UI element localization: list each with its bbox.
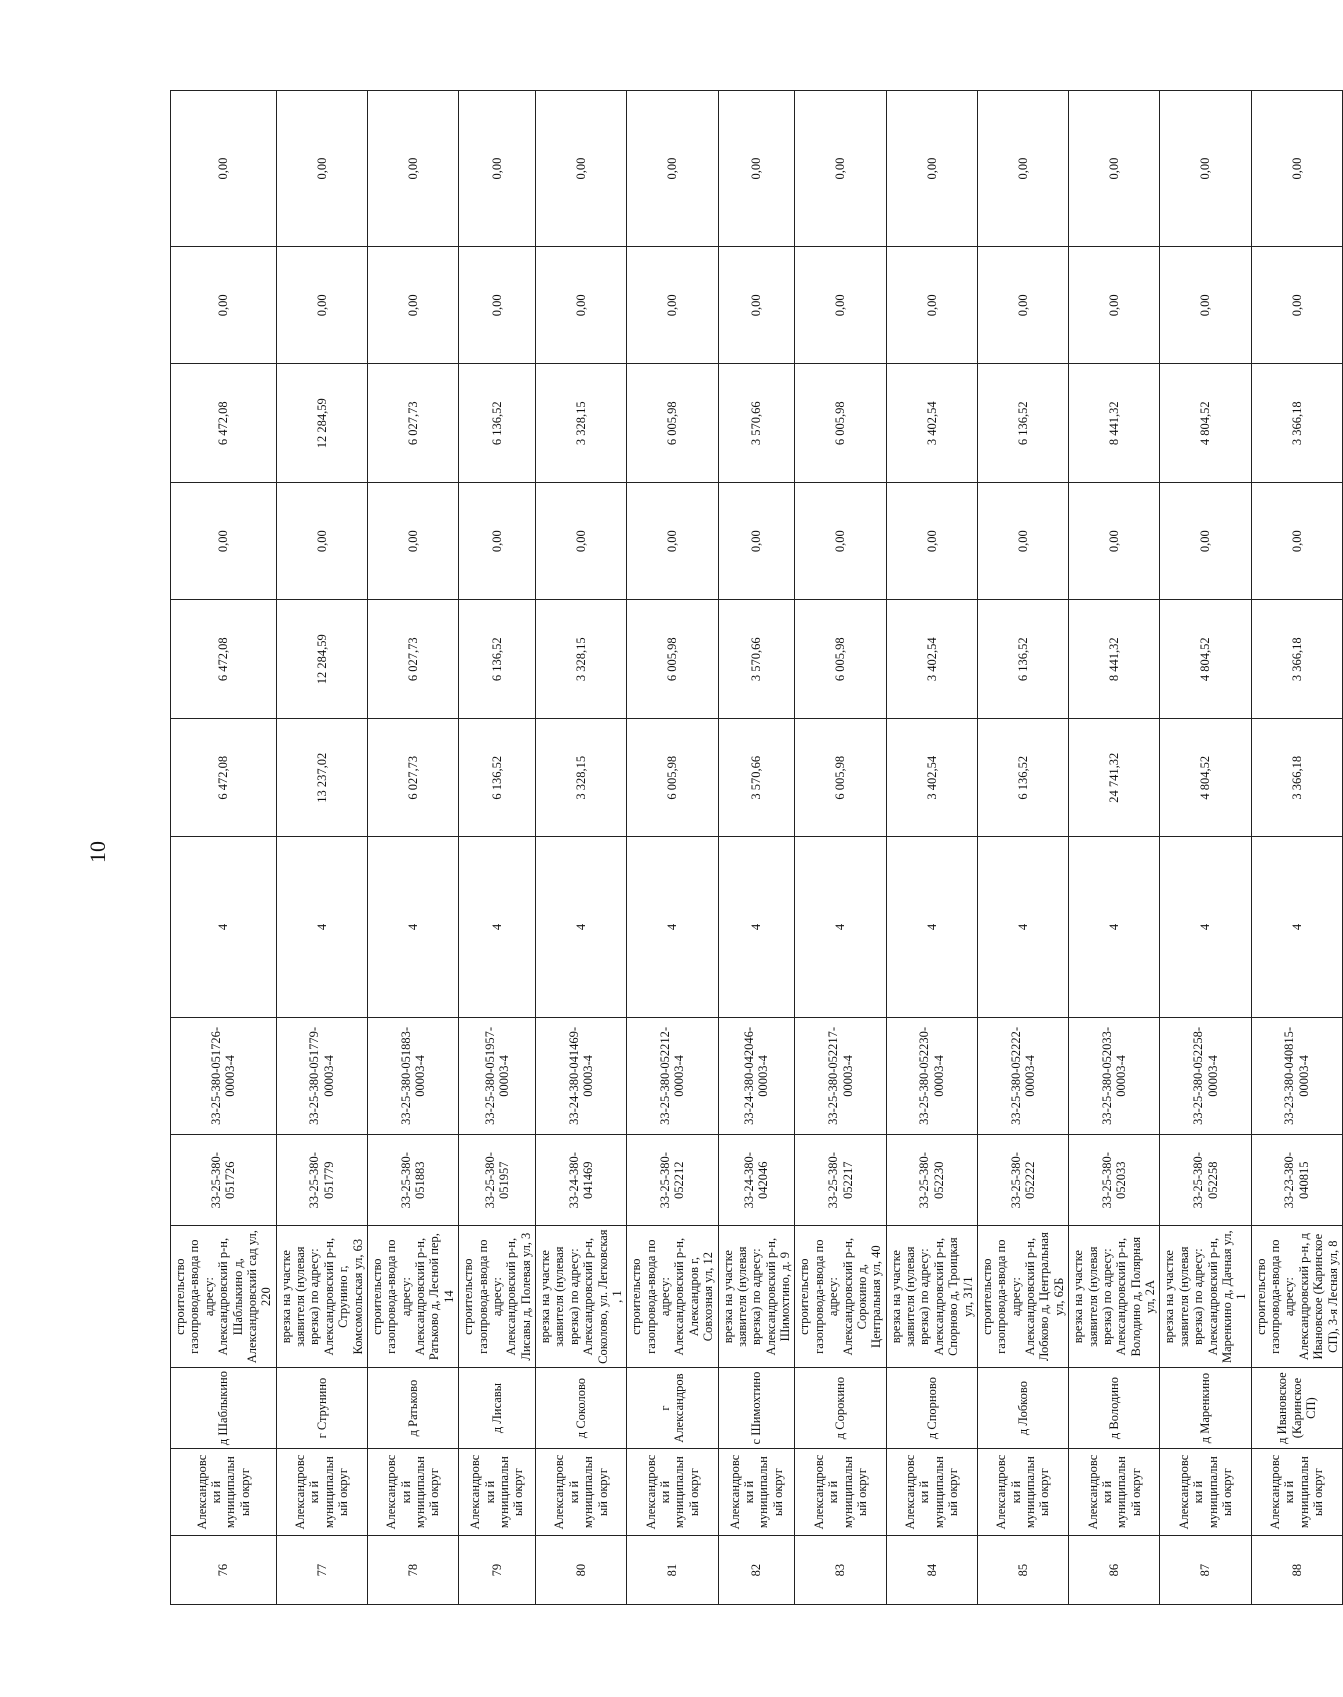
category-cell: 4 <box>367 837 458 1017</box>
district-cell: Александровски й муниципальный округ <box>977 1449 1068 1536</box>
code-full-cell: 33-25-380-052212-00003-4 <box>627 1017 718 1134</box>
description-cell: строительство газопровода-ввода по адресу: Александровский р-н, Лобково д, Центральная ул, 62Б <box>977 1226 1068 1368</box>
row-number: 81 <box>627 1536 718 1605</box>
rotated-table-frame <box>170 90 1340 1605</box>
row-number: 78 <box>367 1536 458 1605</box>
value-4-cell: 4 804,52 <box>1160 364 1251 482</box>
value-2-cell: 6 005,98 <box>627 600 718 718</box>
code-short-cell: 33-25-380-052230 <box>886 1135 977 1226</box>
row-number: 76 <box>171 1536 277 1605</box>
value-5-cell: 0,00 <box>459 247 536 364</box>
value-4-cell: 6 005,98 <box>627 364 718 482</box>
code-full-cell: 33-25-380-051726-00003-4 <box>171 1017 277 1134</box>
locality-cell: д Ивановское (Каринское СП) <box>1251 1368 1342 1449</box>
value-3-cell: 0,00 <box>367 482 458 599</box>
value-1-cell: 13 237,02 <box>276 718 367 836</box>
value-5-cell: 0,00 <box>977 247 1068 364</box>
code-short-cell: 33-24-380-042046 <box>718 1135 795 1226</box>
value-6-cell: 0,00 <box>627 91 718 247</box>
value-5-cell: 0,00 <box>1069 247 1160 364</box>
code-short-cell: 33-25-380-051726 <box>171 1135 277 1226</box>
district-cell: Александровски й муниципальный округ <box>276 1449 367 1536</box>
category-cell: 4 <box>977 837 1068 1017</box>
code-full-cell: 33-25-380-052230-00003-4 <box>886 1017 977 1134</box>
category-cell: 4 <box>627 837 718 1017</box>
value-2-cell: 3 402,54 <box>886 600 977 718</box>
value-2-cell: 6 005,98 <box>795 600 886 718</box>
row-number: 84 <box>886 1536 977 1605</box>
value-1-cell: 4 804,52 <box>1160 718 1251 836</box>
row-number: 80 <box>536 1536 627 1605</box>
locality-cell: д Лисавы <box>459 1368 536 1449</box>
description-cell: строительство газопровода-ввода по адресу: Александровский р-н, Ратьково д, Лесной пер, 14 <box>367 1226 458 1368</box>
locality-cell: д Соколово <box>536 1368 627 1449</box>
category-cell: 4 <box>1069 837 1160 1017</box>
description-cell: строительство газопровода-ввода по адресу: Александровский р-н, Шаблыкино д, Александровский сад ул, 220 <box>171 1226 277 1368</box>
value-2-cell: 3 328,15 <box>536 600 627 718</box>
table-row <box>171 91 277 1605</box>
value-3-cell: 0,00 <box>1069 482 1160 599</box>
table-row <box>977 91 1068 1605</box>
applications-table <box>170 90 1343 1605</box>
locality-cell: д Сорокино <box>795 1368 886 1449</box>
code-short-cell: 33-24-380-041469 <box>536 1135 627 1226</box>
locality-cell: д Шаблыкино <box>171 1368 277 1449</box>
value-6-cell: 0,00 <box>171 91 277 247</box>
code-short-cell: 33-25-380-052222 <box>977 1135 1068 1226</box>
value-3-cell: 0,00 <box>276 482 367 599</box>
value-1-cell: 6 136,52 <box>977 718 1068 836</box>
value-5-cell: 0,00 <box>795 247 886 364</box>
row-number: 85 <box>977 1536 1068 1605</box>
page-number: 10 <box>85 841 110 863</box>
table-row <box>1251 91 1342 1605</box>
value-5-cell: 0,00 <box>367 247 458 364</box>
category-cell: 4 <box>795 837 886 1017</box>
value-5-cell: 0,00 <box>276 247 367 364</box>
category-cell: 4 <box>276 837 367 1017</box>
value-3-cell: 0,00 <box>718 482 795 599</box>
district-cell: Александровски й муниципальный округ <box>1160 1449 1251 1536</box>
row-number: 82 <box>718 1536 795 1605</box>
value-4-cell: 8 441,32 <box>1069 364 1160 482</box>
value-6-cell: 0,00 <box>1069 91 1160 247</box>
value-3-cell: 0,00 <box>977 482 1068 599</box>
value-1-cell: 3 570,66 <box>718 718 795 836</box>
district-cell: Александровски й муниципальный округ <box>795 1449 886 1536</box>
row-number: 86 <box>1069 1536 1160 1605</box>
value-2-cell: 6 136,52 <box>459 600 536 718</box>
district-cell: Александровски й муниципальный округ <box>1251 1449 1342 1536</box>
value-4-cell: 6 027,73 <box>367 364 458 482</box>
table-row <box>718 91 795 1605</box>
value-1-cell: 3 366,18 <box>1251 718 1342 836</box>
description-cell: врезка на участке заявителя (нулевая врезка) по адресу: Александровский р-н, Спорново д, Троицкая ул, 31/1 <box>886 1226 977 1368</box>
category-cell: 4 <box>536 837 627 1017</box>
category-cell: 4 <box>886 837 977 1017</box>
code-full-cell: 33-24-380-042046-00003-4 <box>718 1017 795 1134</box>
value-1-cell: 6 005,98 <box>627 718 718 836</box>
value-1-cell: 6 472,08 <box>171 718 277 836</box>
district-cell: Александровски й муниципальный округ <box>718 1449 795 1536</box>
value-6-cell: 0,00 <box>886 91 977 247</box>
locality-cell: с Шимохтино <box>718 1368 795 1449</box>
district-cell: Александровски й муниципальный округ <box>627 1449 718 1536</box>
district-cell: Александровски й муниципальный округ <box>1069 1449 1160 1536</box>
locality-cell: д Лобково <box>977 1368 1068 1449</box>
value-6-cell: 0,00 <box>536 91 627 247</box>
value-4-cell: 12 284,59 <box>276 364 367 482</box>
table-row <box>1069 91 1160 1605</box>
value-6-cell: 0,00 <box>795 91 886 247</box>
value-1-cell: 3 402,54 <box>886 718 977 836</box>
code-full-cell: 33-25-380-052033-00003-4 <box>1069 1017 1160 1134</box>
value-3-cell: 0,00 <box>171 482 277 599</box>
code-short-cell: 33-25-380-052033 <box>1069 1135 1160 1226</box>
value-2-cell: 4 804,52 <box>1160 600 1251 718</box>
code-full-cell: 33-25-380-051779-00003-4 <box>276 1017 367 1134</box>
description-cell: строительство газопровода-ввода по адресу: Александровский р-н, Лисавы д, Полевая ул, 3 <box>459 1226 536 1368</box>
value-4-cell: 3 402,54 <box>886 364 977 482</box>
value-3-cell: 0,00 <box>627 482 718 599</box>
value-6-cell: 0,00 <box>459 91 536 247</box>
code-full-cell: 33-25-380-052217-00003-4 <box>795 1017 886 1134</box>
district-cell: Александровски й муниципальный округ <box>367 1449 458 1536</box>
locality-cell: д Спорново <box>886 1368 977 1449</box>
row-number: 88 <box>1251 1536 1342 1605</box>
category-cell: 4 <box>1251 837 1342 1017</box>
locality-cell: д Володино <box>1069 1368 1160 1449</box>
value-6-cell: 0,00 <box>276 91 367 247</box>
code-full-cell: 33-25-380-051957-00003-4 <box>459 1017 536 1134</box>
value-5-cell: 0,00 <box>886 247 977 364</box>
value-5-cell: 0,00 <box>1160 247 1251 364</box>
value-6-cell: 0,00 <box>1160 91 1251 247</box>
value-4-cell: 6 136,52 <box>977 364 1068 482</box>
table-row <box>886 91 977 1605</box>
code-full-cell: 33-25-380-052222-00003-4 <box>977 1017 1068 1134</box>
value-2-cell: 6 136,52 <box>977 600 1068 718</box>
value-2-cell: 8 441,32 <box>1069 600 1160 718</box>
value-6-cell: 0,00 <box>977 91 1068 247</box>
code-short-cell: 33-25-380-052258 <box>1160 1135 1251 1226</box>
value-6-cell: 0,00 <box>718 91 795 247</box>
code-full-cell: 33-25-380-052258-00003-4 <box>1160 1017 1251 1134</box>
code-short-cell: 33-25-380-052217 <box>795 1135 886 1226</box>
value-2-cell: 6 027,73 <box>367 600 458 718</box>
row-number: 83 <box>795 1536 886 1605</box>
district-cell: Александровски й муниципальный округ <box>171 1449 277 1536</box>
description-cell: врезка на участке заявителя (нулевая врезка) по адресу: Александровский р-н, Володино д, Полярная ул, 2А <box>1069 1226 1160 1368</box>
value-3-cell: 0,00 <box>1251 482 1342 599</box>
value-1-cell: 24 741,32 <box>1069 718 1160 836</box>
value-2-cell: 3 570,66 <box>718 600 795 718</box>
district-cell: Александровски й муниципальный округ <box>886 1449 977 1536</box>
value-4-cell: 3 328,15 <box>536 364 627 482</box>
value-4-cell: 6 136,52 <box>459 364 536 482</box>
description-cell: врезка на участке заявителя (нулевая врезка) по адресу: Александровский р-н, Маренкино д, Дачная ул, 1 <box>1160 1226 1251 1368</box>
code-full-cell: 33-24-380-041469-00003-4 <box>536 1017 627 1134</box>
table-row <box>367 91 458 1605</box>
table-row <box>276 91 367 1605</box>
district-cell: Александровски й муниципальный округ <box>459 1449 536 1536</box>
value-4-cell: 3 570,66 <box>718 364 795 482</box>
table-row <box>1160 91 1251 1605</box>
category-cell: 4 <box>718 837 795 1017</box>
locality-cell: г Александров <box>627 1368 718 1449</box>
value-5-cell: 0,00 <box>1251 247 1342 364</box>
category-cell: 4 <box>171 837 277 1017</box>
district-cell: Александровски й муниципальный округ <box>536 1449 627 1536</box>
value-3-cell: 0,00 <box>886 482 977 599</box>
category-cell: 4 <box>459 837 536 1017</box>
row-number: 79 <box>459 1536 536 1605</box>
value-5-cell: 0,00 <box>536 247 627 364</box>
value-5-cell: 0,00 <box>718 247 795 364</box>
description-cell: врезка на участке заявителя (нулевая врезка) по адресу: Александровский р-н, Струнино г, Комсомольская ул, 63 <box>276 1226 367 1368</box>
value-4-cell: 6 472,08 <box>171 364 277 482</box>
value-1-cell: 6 005,98 <box>795 718 886 836</box>
table-row <box>459 91 536 1605</box>
value-2-cell: 3 366,18 <box>1251 600 1342 718</box>
table-row <box>627 91 718 1605</box>
description-cell: врезка на участке заявителя (нулевая врезка) по адресу: Александровский р-н, Соколово, ул. Легковская , 1 <box>536 1226 627 1368</box>
value-1-cell: 3 328,15 <box>536 718 627 836</box>
description-cell: врезка на участке заявителя (нулевая врезка) по адресу: Александровский р-н, Шимохтино, д. 9 <box>718 1226 795 1368</box>
value-2-cell: 6 472,08 <box>171 600 277 718</box>
table-row <box>536 91 627 1605</box>
value-4-cell: 3 366,18 <box>1251 364 1342 482</box>
value-5-cell: 0,00 <box>627 247 718 364</box>
value-3-cell: 0,00 <box>459 482 536 599</box>
value-3-cell: 0,00 <box>795 482 886 599</box>
value-1-cell: 6 136,52 <box>459 718 536 836</box>
value-4-cell: 6 005,98 <box>795 364 886 482</box>
category-cell: 4 <box>1160 837 1251 1017</box>
table-row <box>795 91 886 1605</box>
value-3-cell: 0,00 <box>1160 482 1251 599</box>
row-number: 77 <box>276 1536 367 1605</box>
description-cell: строительство газопровода-ввода по адресу: Александровский р-н, д Ивановское (Каринское СП), 3-я Лесная ул, 8 <box>1251 1226 1342 1368</box>
code-short-cell: 33-23-380-040815 <box>1251 1135 1342 1226</box>
row-number: 87 <box>1160 1536 1251 1605</box>
code-short-cell: 33-25-380-051957 <box>459 1135 536 1226</box>
value-6-cell: 0,00 <box>367 91 458 247</box>
code-short-cell: 33-25-380-051883 <box>367 1135 458 1226</box>
description-cell: строительство газопровода-ввода по адресу: Александровский р-н, Александров г, Совхозная ул, 12 <box>627 1226 718 1368</box>
code-short-cell: 33-25-380-051779 <box>276 1135 367 1226</box>
value-1-cell: 6 027,73 <box>367 718 458 836</box>
value-3-cell: 0,00 <box>536 482 627 599</box>
locality-cell: д Маренкино <box>1160 1368 1251 1449</box>
code-full-cell: 33-25-380-051883-00003-4 <box>367 1017 458 1134</box>
value-2-cell: 12 284,59 <box>276 600 367 718</box>
description-cell: строительство газопровода-ввода по адресу: Александровский р-н, Сорокино д, Центральная ул, 40 <box>795 1226 886 1368</box>
code-full-cell: 33-23-380-040815-00003-4 <box>1251 1017 1342 1134</box>
locality-cell: г Струнино <box>276 1368 367 1449</box>
code-short-cell: 33-25-380-052212 <box>627 1135 718 1226</box>
locality-cell: д Ратьково <box>367 1368 458 1449</box>
value-6-cell: 0,00 <box>1251 91 1342 247</box>
value-5-cell: 0,00 <box>171 247 277 364</box>
